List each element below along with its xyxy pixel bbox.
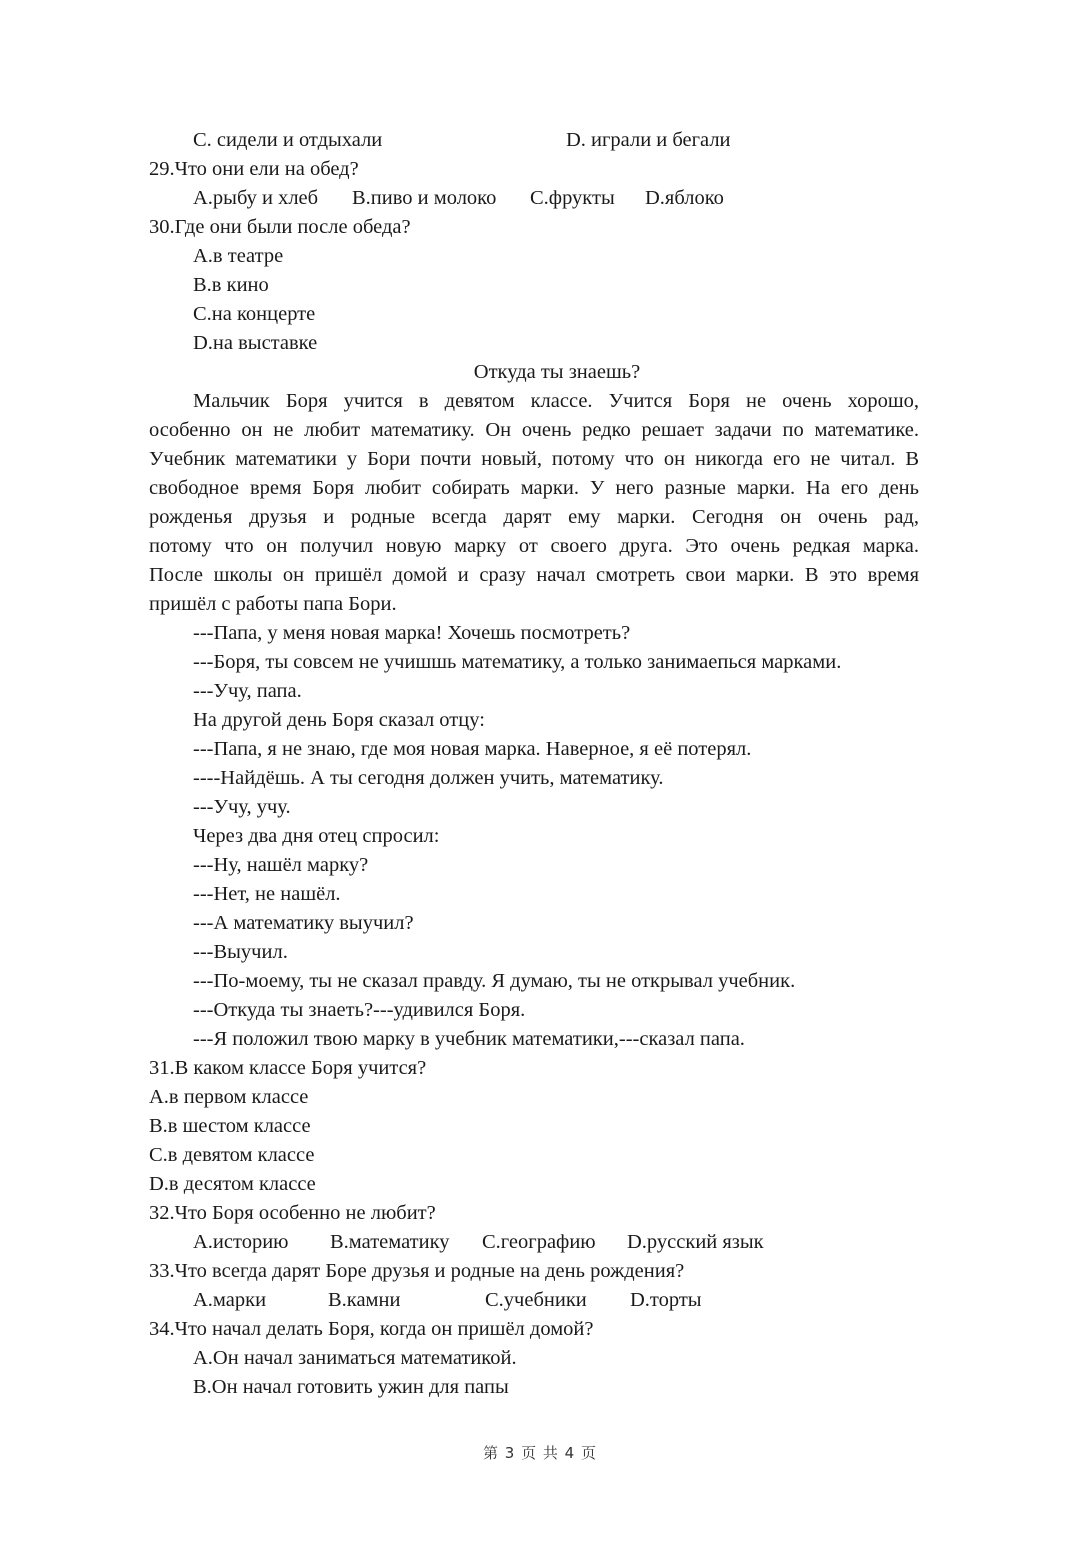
- q31-option-b: B.в шестом классе: [149, 1115, 311, 1137]
- dialogue-line: ---Папа, у меня новая марка! Хочешь посмотреть?: [193, 622, 631, 644]
- paragraph-line: свободное время Боря любит собирать марки. У него разные марки. На его день: [149, 477, 919, 499]
- dialogue-line: ----Найдёшь. А ты сегодня должен учить, математику.: [193, 767, 664, 789]
- q29-option-a: A.рыбу и хлеб: [193, 187, 319, 209]
- q33-option-d: D.торты: [630, 1289, 702, 1311]
- dialogue-line: Через два дня отец спросил:: [193, 825, 440, 847]
- q29-option-b: B.пиво и молоко: [352, 187, 497, 209]
- q31-option-a: A.в первом классе: [149, 1086, 309, 1108]
- q33-question: 33.Что всегда дарят Боре друзья и родные на день рождения?: [149, 1260, 685, 1282]
- paragraph-line: потому что он получил новую марку от своего друга. Это очень редкая марка.: [149, 535, 919, 557]
- dialogue-line: ---Выучил.: [193, 941, 288, 963]
- q32-option-d: D.русский язык: [627, 1231, 764, 1253]
- q33-option-b: B.камни: [328, 1289, 401, 1311]
- q28-option-d: D. играли и бегали: [566, 129, 731, 151]
- paragraph-line: рожденья друзья и родные всегда дарят ему марки. Сегодня он очень рад,: [149, 506, 919, 528]
- paragraph-line: После школы он пришёл домой и сразу начал смотреть свои марки. В это время: [149, 564, 919, 586]
- q29-option-c: C.фрукты: [530, 187, 615, 209]
- dialogue-line: ---Папа, я не знаю, где моя новая марка. Наверное, я её потерял.: [193, 738, 752, 760]
- q28-option-c: C. сидели и отдыхали: [193, 129, 383, 151]
- q29-question: 29.Что они ели на обед?: [149, 158, 359, 180]
- q34-option-a: A.Он начал заниматься математикой.: [193, 1347, 517, 1369]
- dialogue-line: ---По-моему, ты не сказал правду. Я думаю, ты не открывал учебник.: [193, 970, 796, 992]
- q32-option-b: B.математику: [330, 1231, 450, 1253]
- q30-option-b: B.в кино: [193, 274, 269, 296]
- paragraph-line: Учебник математики у Бори почти новый, потому что он никогда его не читал. В: [149, 448, 919, 470]
- dialogue-line: ---Ну, нашёл марку?: [193, 854, 369, 876]
- q33-option-a: A.марки: [193, 1289, 267, 1311]
- q32-question: 32.Что Боря особенно не любит?: [149, 1202, 436, 1224]
- dialogue-line: ---Учу, папа.: [193, 680, 302, 702]
- q31-option-d: D.в десятом классе: [149, 1173, 316, 1195]
- q32-option-a: A.историю: [193, 1231, 289, 1253]
- q31-option-c: C.в девятом классе: [149, 1144, 315, 1166]
- dialogue-line: ---Откуда ты знаеть?---удивился Боря.: [193, 999, 526, 1021]
- q32-option-c: C.географию: [482, 1231, 596, 1253]
- dialogue-line: ---А математику выучил?: [193, 912, 414, 934]
- paragraph-line: Мальчик Боря учится в девятом классе. Учится Боря не очень хорошо,: [193, 390, 919, 412]
- paragraph-line: особенно он не любит математику. Он очень редко решает задачи по математике.: [149, 419, 919, 441]
- text-title: Откуда ты знаешь?: [473, 361, 641, 383]
- q30-option-a: A.в театре: [193, 245, 284, 267]
- page-footer: 第 3 页 共 4 页: [483, 1444, 597, 1462]
- dialogue-line: ---Учу, учу.: [193, 796, 291, 818]
- dialogue-line: ---Боря, ты совсем не учишшь математику, а только занимаепься марками.: [193, 651, 842, 673]
- q34-option-b: B.Он начал готовить ужин для папы: [193, 1376, 509, 1398]
- q34-question: 34.Что начал делать Боря, когда он пришёл домой?: [149, 1318, 594, 1340]
- q31-question: 31.В каком классе Боря учится?: [149, 1057, 427, 1079]
- q30-option-c: C.на концерте: [193, 303, 316, 325]
- q29-option-d: D.яблоко: [645, 187, 724, 209]
- dialogue-line: ---Я положил твою марку в учебник математики,---сказал папа.: [193, 1028, 745, 1050]
- q30-question: 30.Где они были после обеда?: [149, 216, 411, 238]
- q30-option-d: D.на выставке: [193, 332, 318, 354]
- paragraph-line: пришёл с работы папа Бори.: [149, 593, 397, 615]
- dialogue-line: ---Нет, не нашёл.: [193, 883, 341, 905]
- q33-option-c: C.учебники: [485, 1289, 587, 1311]
- dialogue-line: На другой день Боря сказал отцу:: [193, 709, 485, 731]
